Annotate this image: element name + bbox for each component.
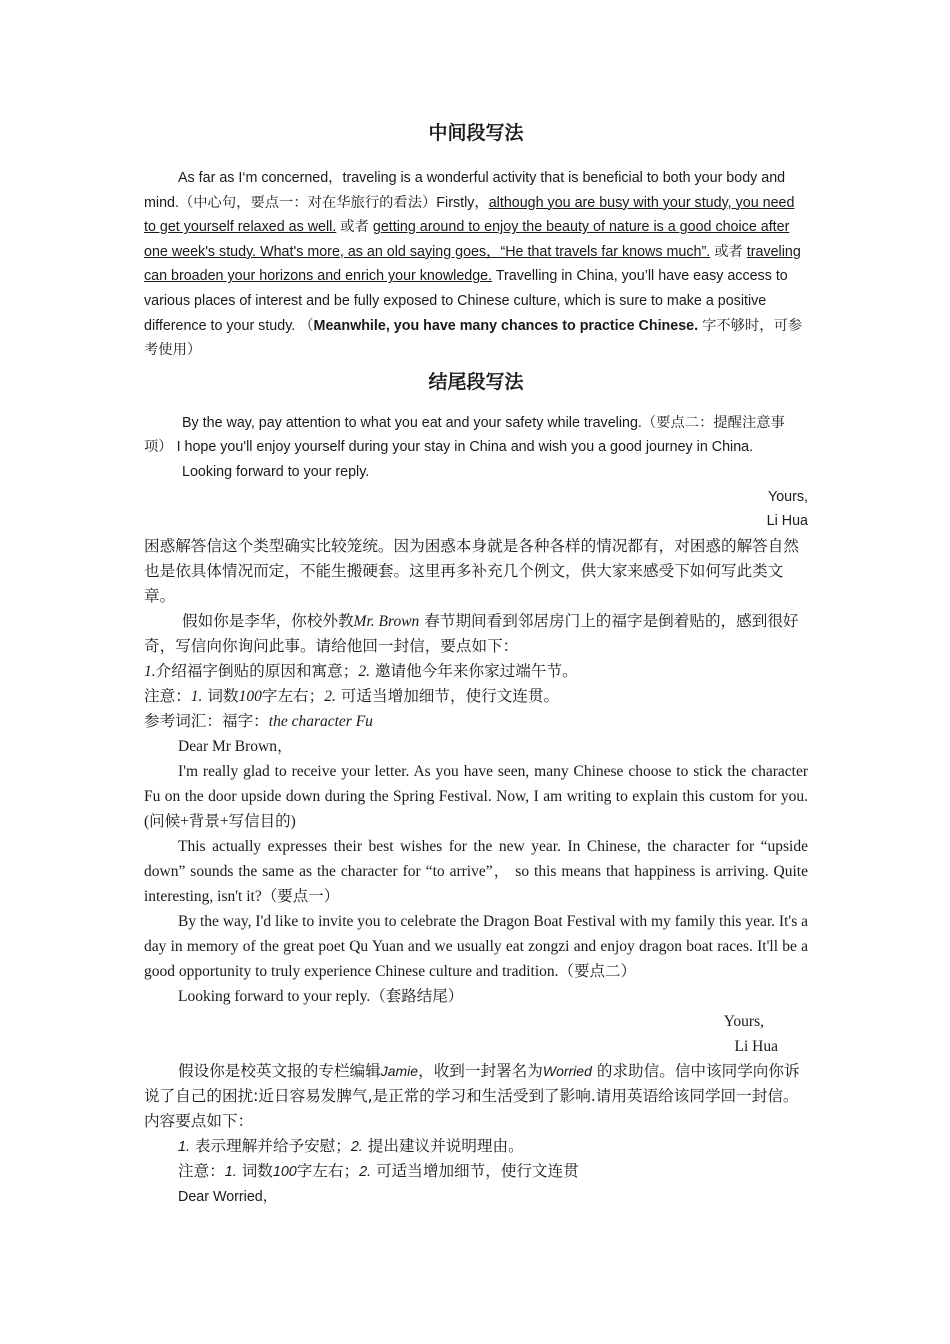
task1-letter-paragraph-4: Looking forward to your reply.（套路结尾） bbox=[178, 987, 464, 1005]
middle-text-b: Travelling in China, you’ll have easy access to various places of interest and be fully exposed to Chinese culture, which is sure to make a positive difference to your study. （ bbox=[144, 268, 788, 334]
task1-points bbox=[144, 659, 808, 684]
ending-heading: 结尾段写法 bbox=[428, 370, 524, 393]
middle-underline-2: getting around to enjoy the beauty of nature is a good choice after one week's study. What's more, as an old saying goes，“He that travels far knows much”. bbox=[144, 219, 790, 260]
task1-vocab-term: the character Fu bbox=[268, 712, 373, 730]
middle-underline-1: although you are busy with your study, you need to get yourself relaxed as well. bbox=[144, 194, 795, 236]
task1-point-2: 邀请他今年来你家过端午节。 bbox=[374, 661, 578, 680]
middle-or-2: 或者 bbox=[714, 243, 743, 260]
middle-bold-text: Meanwhile, you have many chances to practice Chinese. bbox=[313, 317, 699, 334]
task2-point-1-number: 1. bbox=[178, 1138, 190, 1155]
task2-note-1-number: 1. bbox=[224, 1164, 237, 1181]
task1-note-2-number: 2. bbox=[324, 687, 336, 705]
task1-signature: Li Hua bbox=[734, 1037, 778, 1055]
task1-prompt bbox=[144, 609, 808, 659]
ending-closing: Yours, bbox=[767, 488, 808, 505]
task2-prompt bbox=[144, 1059, 808, 1134]
task1-vocab-label: 参考词汇：福字： bbox=[144, 711, 269, 730]
task2-note-words: 词数 bbox=[241, 1162, 273, 1181]
middle-text-a: As far as I‘m concerned，traveling is a wonderful activity that is beneficial to both your body and mind.（中心句，要点一：对在华旅行的看法）Firstly， bbox=[144, 170, 786, 211]
task2-point-2: 提出建议并说明理由。 bbox=[367, 1136, 524, 1155]
task2-greeting: Dear Worried， bbox=[178, 1188, 278, 1205]
task1-note bbox=[144, 684, 808, 709]
task1-prompt-a: 假如你是李华，你校外教 bbox=[182, 611, 354, 630]
task1-vocab bbox=[144, 709, 808, 734]
task2-editor-name: Jamie bbox=[380, 1062, 419, 1079]
task2-prompt-b: ，收到一封署名为 bbox=[418, 1061, 543, 1080]
middle-paragraph bbox=[144, 166, 808, 363]
task2-note-label: 注意： bbox=[178, 1162, 225, 1181]
task1-closing: Yours, bbox=[723, 1012, 764, 1030]
task1-note-around: 字左右； bbox=[261, 686, 325, 705]
task1-point-2-number: 2. bbox=[358, 662, 370, 680]
task1-letter-paragraph-3: By the way, I'd like to invite you to celebrate the Dragon Boat Festival with my family this year. It's a day in memory of the great poet Qu Yuan and we usually eat zongzi and enjoy dragon boat races. It'll be a good opportunity to truly experience Chinese culture and tradition.（要点二） bbox=[144, 912, 808, 980]
middle-text-c: 字不够时，可参考使用） bbox=[144, 317, 803, 359]
task1-teacher-name: Mr. Brown bbox=[353, 612, 420, 630]
task2-note-count: 100 bbox=[272, 1164, 297, 1181]
ending-signature: Li Hua bbox=[766, 513, 808, 530]
task2-note-around: 字左右； bbox=[296, 1162, 360, 1181]
ending-paragraph-2: Looking forward to your reply. bbox=[182, 463, 370, 480]
task2-prompt-c: 的求助信。信中该同学向你诉说了自己的困扰:近日容易发脾气,是正常的学习和生活受到了影响.请用英语给该同学回一封信。内容要点如下： bbox=[144, 1061, 800, 1130]
task2-note-detail: 可适当增加细节，使行文连贯 bbox=[376, 1162, 579, 1181]
task2-points bbox=[144, 1134, 808, 1160]
document-page bbox=[144, 118, 808, 1210]
task2-signed-name: Worried bbox=[542, 1062, 592, 1079]
task1-note-words: 词数 bbox=[207, 686, 239, 705]
task1-greeting: Dear Mr Brown， bbox=[178, 737, 293, 755]
task1-prompt-b: 春节期间看到邻居房门上的福字是倒着贴的，感到很好奇，写信向你询问此事。请给他回一封信，要点如下： bbox=[144, 611, 799, 655]
middle-underline-3: traveling can broaden your horizons and enrich your knowledge. bbox=[144, 243, 801, 285]
middle-or-1: 或者 bbox=[340, 219, 369, 236]
task1-letter-paragraph-2: This actually expresses their best wishes for the new year. In Chinese, the character for “upside down” sounds the same as the character for “to arrive”， so this means that happiness is arriving. Quite interesting, isn't it?（要点一） bbox=[144, 837, 808, 905]
task1-note-count: 100 bbox=[238, 687, 262, 705]
middle-heading: 中间段写法 bbox=[428, 122, 524, 144]
task1-note-1-number: 1. bbox=[190, 687, 203, 705]
intro-paragraph: 困惑解答信这个类型确实比较笼统。因为困惑本身就是各种各样的情况都有，对困惑的解答自然也是依具体情况而定，不能生搬硬套。这里再多补充几个例文，供大家来感受下如何写此类文章。 bbox=[144, 536, 799, 605]
task1-note-detail: 可适当增加细节，使行文连贯。 bbox=[340, 686, 560, 705]
task2-prompt-a: 假设你是校英文报的专栏编辑 bbox=[178, 1061, 381, 1080]
task2-note-2-number: 2. bbox=[359, 1164, 372, 1181]
task1-note-label: 注意： bbox=[144, 686, 191, 705]
task2-point-1: 表示理解并给予安慰； bbox=[194, 1136, 351, 1155]
ending-paragraph-1: By the way, pay attention to what you eat and your safety while traveling.（要点二：提醒注意事项） I hope you'll enjoy yourself during your stay in China and wish you a good journey in China. bbox=[144, 414, 785, 456]
task1-point-1-number: 1. bbox=[144, 662, 156, 680]
task2-note bbox=[144, 1159, 808, 1185]
task1-letter-paragraph-1: I'm really glad to receive your letter. As you have seen, many Chinese choose to stick the character Fu on the door upside down during the Spring Festival. Now, I am writing to explain this custom for you.(问候+背景+写信目的) bbox=[144, 762, 808, 830]
task2-point-2-number: 2. bbox=[350, 1138, 363, 1155]
task1-point-1: 介绍福字倒贴的原因和寓意； bbox=[155, 661, 359, 680]
